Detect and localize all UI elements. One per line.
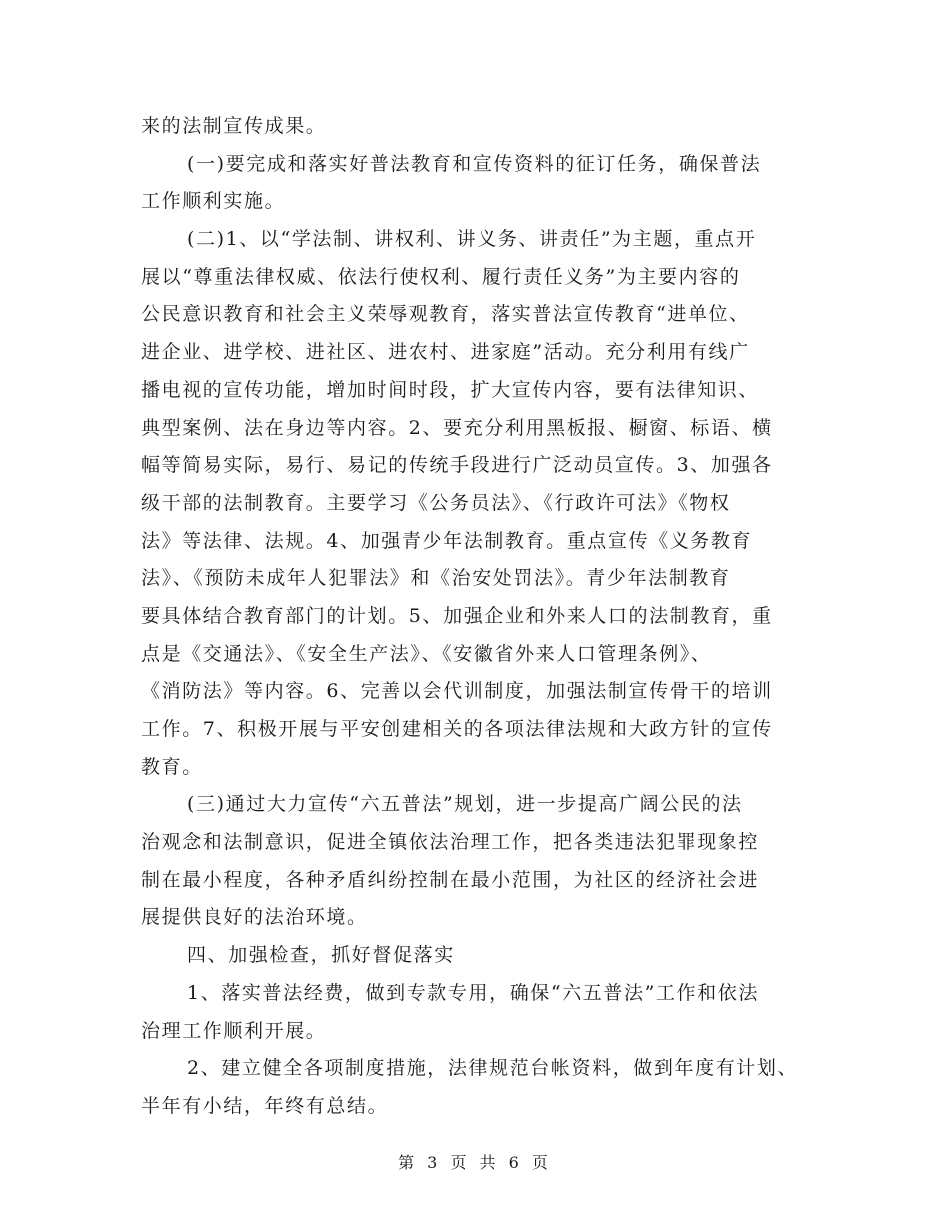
text-line: 制在最小程度，各种矛盾纠纷控制在最小范围，为社区的经济社会进	[141, 868, 760, 891]
text-line: 治理工作顺利开展。	[141, 1019, 327, 1042]
document-body	[141, 108, 821, 1126]
text-line: 公民意识教育和社会主义荣辱观教育，落实普法宣传教育“进单位、	[141, 303, 750, 326]
text-line: 展提供良好的法治环境。	[141, 906, 368, 929]
text-line: 《消防法》等内容。6、完善以会代训制度，加强法制宣传骨干的培训	[141, 680, 773, 703]
text-line: 来的法制宣传成果。	[141, 115, 327, 137]
text-line: 进企业、进学校、进社区、进农村、进家庭”活动。充分利用有线广	[141, 341, 750, 364]
text-line: 教育。	[141, 755, 203, 778]
text-line: (一)要完成和落实好普法教育和宣传资料的征订任务，确保普法	[187, 152, 762, 175]
text-line: 四、加强检查，抓好督促落实	[187, 944, 455, 967]
text-line: 播电视的宣传功能，增加时间时段，扩大宣传内容，要有法律知识、	[141, 378, 760, 401]
text-line: 工作顺利实施。	[141, 190, 286, 213]
text-line: 典型案例、法在身边等内容。2、要充分利用黑板报、橱窗、标语、横	[141, 416, 773, 439]
text-line: 法》等法律、法规。4、加强青少年法制教育。重点宣传《义务教育	[141, 529, 753, 552]
text-line: 法》、《预防未成年人犯罪法》和《治安处罚法》。青少年法制教育	[141, 567, 731, 590]
text-line: (三)通过大力宣传“六五普法”规划，进一步提高广阔公民的法	[187, 793, 743, 816]
text-line: 1、落实普法经费，做到专款专用，确保“六五普法”工作和依法	[187, 981, 759, 1004]
text-line: 要具体结合教育部门的计划。5、加强企业和外来人口的法制教育，重	[141, 604, 773, 627]
text-line: 幅等简易实际，易行、易记的传统手段进行广泛动员宣传。3、加强各	[141, 454, 773, 477]
text-line: 半年有小结，年终有总结。	[141, 1094, 389, 1117]
text-line: 工作。7、积极开展与平安创建相关的各项法律法规和大政方针的宣传	[141, 718, 773, 740]
text-line: 治观念和法制意识，促进全镇依法治理工作，把各类违法犯罪现象控	[141, 831, 760, 854]
text-line: 级干部的法制教育。主要学习《公务员法》、《行政许可法》《物权	[141, 491, 731, 514]
text-line: 2、建立健全各项制度措施，法律规范台帐资料，做到年度有计划、	[187, 1057, 799, 1080]
text-line: (二)1、以“学法制、讲权利、讲义务、讲责任”为主题，重点开	[187, 228, 757, 251]
text-line: 展以“尊重法律权威、依法行使权利、履行责任义务”为主要内容的	[141, 265, 741, 288]
text-line: 点是《交通法》、《安全生产法》、《安徽省外来人口管理条例》、	[141, 642, 712, 665]
page-footer: 第 3 页 共 6 页	[398, 1153, 552, 1172]
